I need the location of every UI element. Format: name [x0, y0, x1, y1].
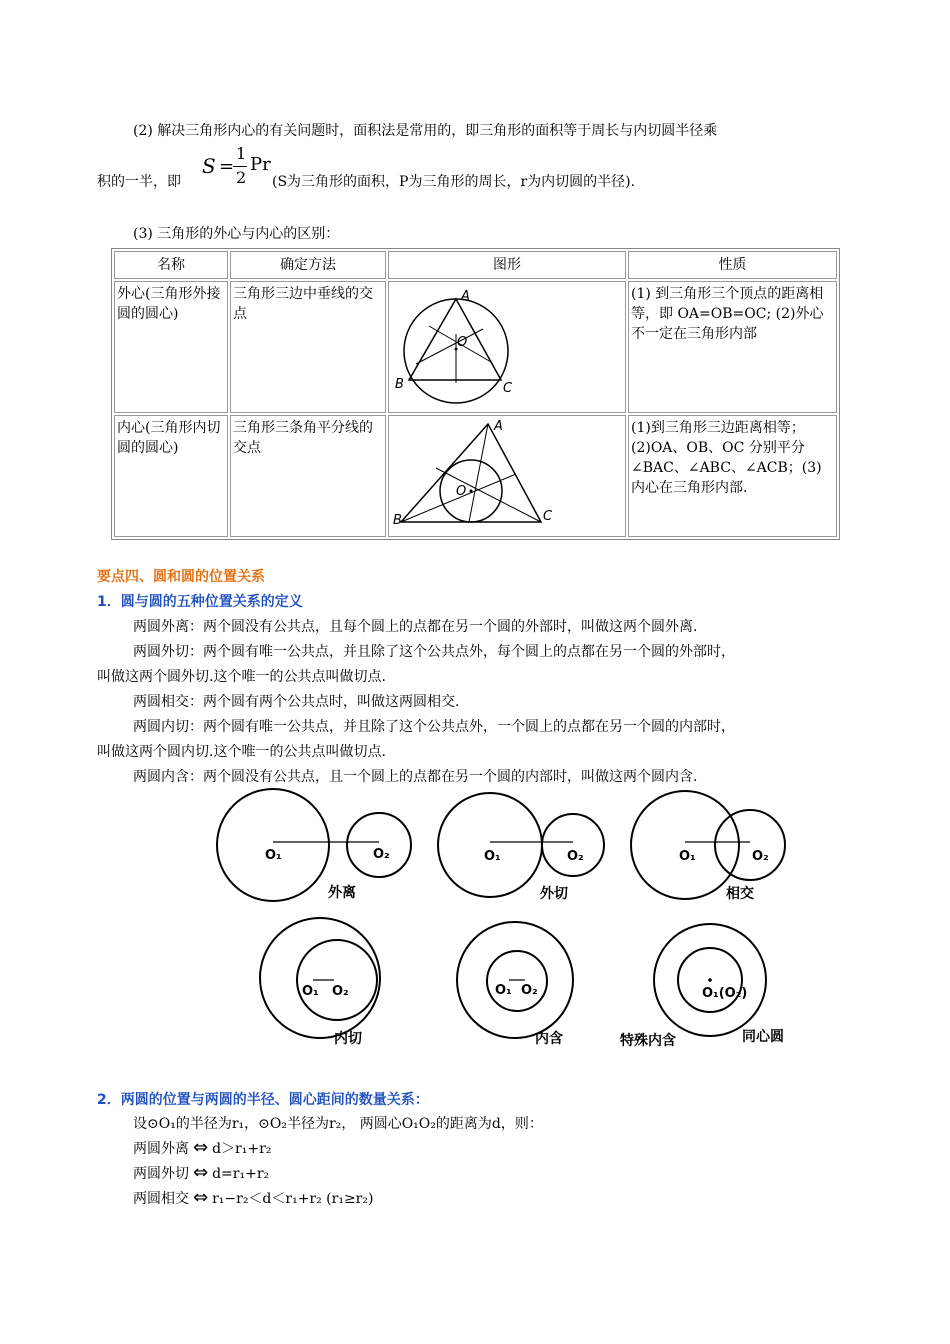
iff-symbol: ⇔	[193, 1162, 209, 1183]
circle-positions-figure	[210, 785, 810, 1055]
label-a: A	[461, 289, 470, 304]
label-o2: O₂	[332, 984, 349, 999]
formula-explanation: (S为三角形的面积，P为三角形的周长，r为内切圆的半径).	[272, 174, 636, 190]
label-b: B	[393, 513, 402, 528]
iff-symbol: ⇔	[193, 1137, 209, 1158]
label-o1: O₁	[495, 983, 512, 998]
header-name: 名称	[114, 251, 228, 279]
header-method: 确定方法	[230, 251, 386, 279]
header-figure: 图形	[388, 251, 626, 279]
caption-xiangjiao: 相交	[726, 886, 754, 902]
label-o2: O₂	[567, 849, 584, 864]
circumcenter-figure	[391, 284, 621, 404]
label-o2: O₂	[373, 847, 390, 862]
relation-expr: r₁−r₂＜d＜r₁+r₂ (r₁≥r₂)	[212, 1191, 374, 1207]
label-o: O	[456, 484, 467, 499]
label-o1o2: O₁(O₂)	[702, 986, 748, 1001]
label-o2: O₂	[752, 849, 769, 864]
table-header-row	[114, 251, 837, 279]
area-formula: S = 1 2 Pr	[202, 144, 271, 187]
cell-figure	[388, 415, 626, 537]
definition-xiangjiao: 两圆相交：两个圆有两个公共点时，叫做这两圆相交.	[133, 694, 460, 710]
relation-expr: d＞r₁+r₂	[212, 1141, 272, 1157]
incenter-figure	[391, 418, 621, 528]
label-o2: O₂	[521, 983, 538, 998]
label-a: A	[494, 419, 503, 434]
definition-waiqie: 两圆外切：两个圆有唯一公共点，并且除了这个公共点外，每个圆上的点都在另一个圆的外部时，	[133, 644, 735, 660]
header-properties: 性质	[628, 251, 837, 279]
caption-waiqie: 外切	[540, 886, 568, 902]
cell-figure	[388, 281, 626, 413]
definition-neihan: 两圆内含：两个圆没有公共点，且一个圆上的点都在另一个圆的内部时，叫做这两个圆内含.	[133, 769, 698, 785]
label-o: O	[457, 335, 468, 350]
table-row	[114, 281, 837, 413]
table-row	[114, 415, 837, 537]
comparison-table	[111, 248, 840, 540]
label-b: B	[395, 377, 404, 392]
relation-expr: d=r₁+r₂	[212, 1166, 270, 1182]
paragraph-difference: (3) 三角形的外心与内心的区别：	[133, 226, 340, 242]
cell-name: 内心(三角形内切圆的圆心)	[114, 415, 228, 537]
definition-waiqie-cont: 叫做这两个圆外切.这个唯一的公共点叫做切点.	[97, 669, 386, 685]
relation-name: 两圆外切	[133, 1166, 189, 1182]
cell-method: 三角形三条角平分线的交点	[230, 415, 386, 537]
cell-properties: (1)到三角形三边距离相等；(2)OA、OB、OC 分别平分∠BAC、∠ABC、∠ACB；(3)内心在三角形内部.	[628, 415, 837, 537]
label-o1: O₁	[484, 849, 501, 864]
relation-setup: 设⊙O₁的半径为r₁，⊙O₂半径为r₂， 两圆心O₁O₂的距离为d，则：	[133, 1116, 543, 1132]
formula-denominator: 2	[236, 168, 247, 187]
label-c: C	[503, 381, 513, 396]
formula-pr: Pr	[250, 154, 271, 175]
relation-name: 两圆外离	[133, 1141, 189, 1157]
cell-name: 外心(三角形外接圆的圆心)	[114, 281, 228, 413]
relation-waili	[133, 1138, 271, 1159]
caption-teshu-neihan: 特殊内含	[620, 1033, 676, 1049]
paragraph-area-method: (2) 解决三角形内心的有关问题时，面积法是常用的，即三角形的面积等于周长与内切圆半径乘	[133, 123, 718, 139]
subsection-title-1: 1．圆与圆的五种位置关系的定义	[97, 594, 303, 610]
iff-symbol: ⇔	[193, 1187, 209, 1208]
definition-waili: 两圆外离：两个圆没有公共点，且每个圆上的点都在另一个圆的外部时，叫做这两个圆外离.	[133, 619, 698, 635]
label-o1: O₁	[679, 849, 696, 864]
caption-waili: 外离	[328, 885, 356, 901]
relation-name: 两圆相交	[133, 1191, 189, 1207]
relation-xiangjiao	[133, 1188, 373, 1209]
definition-neiqie: 两圆内切：两个圆有唯一公共点，并且除了这个公共点外，一个圆上的点都在另一个圆的内部时，	[133, 719, 735, 735]
text-prefix: 积的一半，即	[97, 174, 181, 190]
formula-numerator: 1	[236, 144, 247, 163]
cell-method: 三角形三边中垂线的交点	[230, 281, 386, 413]
label-o1: O₁	[302, 984, 319, 999]
formula-s: S	[202, 154, 216, 178]
paragraph-area-method-cont	[97, 172, 181, 192]
caption-neiqie: 内切	[334, 1031, 362, 1047]
subsection-title-2: 2．两圆的位置与两圆的半径、圆心距间的数量关系：	[97, 1092, 429, 1108]
section-title: 要点四、圆和圆的位置关系	[97, 569, 265, 585]
cell-properties: (1) 到三角形三个顶点的距离相等，即 OA=OB=OC; (2)外心不一定在三角形内部	[628, 281, 837, 413]
definition-neiqie-cont: 叫做这两个圆内切.这个唯一的公共点叫做切点.	[97, 744, 386, 760]
relation-waiqie	[133, 1163, 269, 1184]
label-c: C	[543, 509, 553, 524]
label-o1: O₁	[265, 848, 282, 863]
caption-tongxinyuan: 同心圆	[742, 1029, 784, 1045]
caption-neihan: 内含	[535, 1031, 563, 1047]
